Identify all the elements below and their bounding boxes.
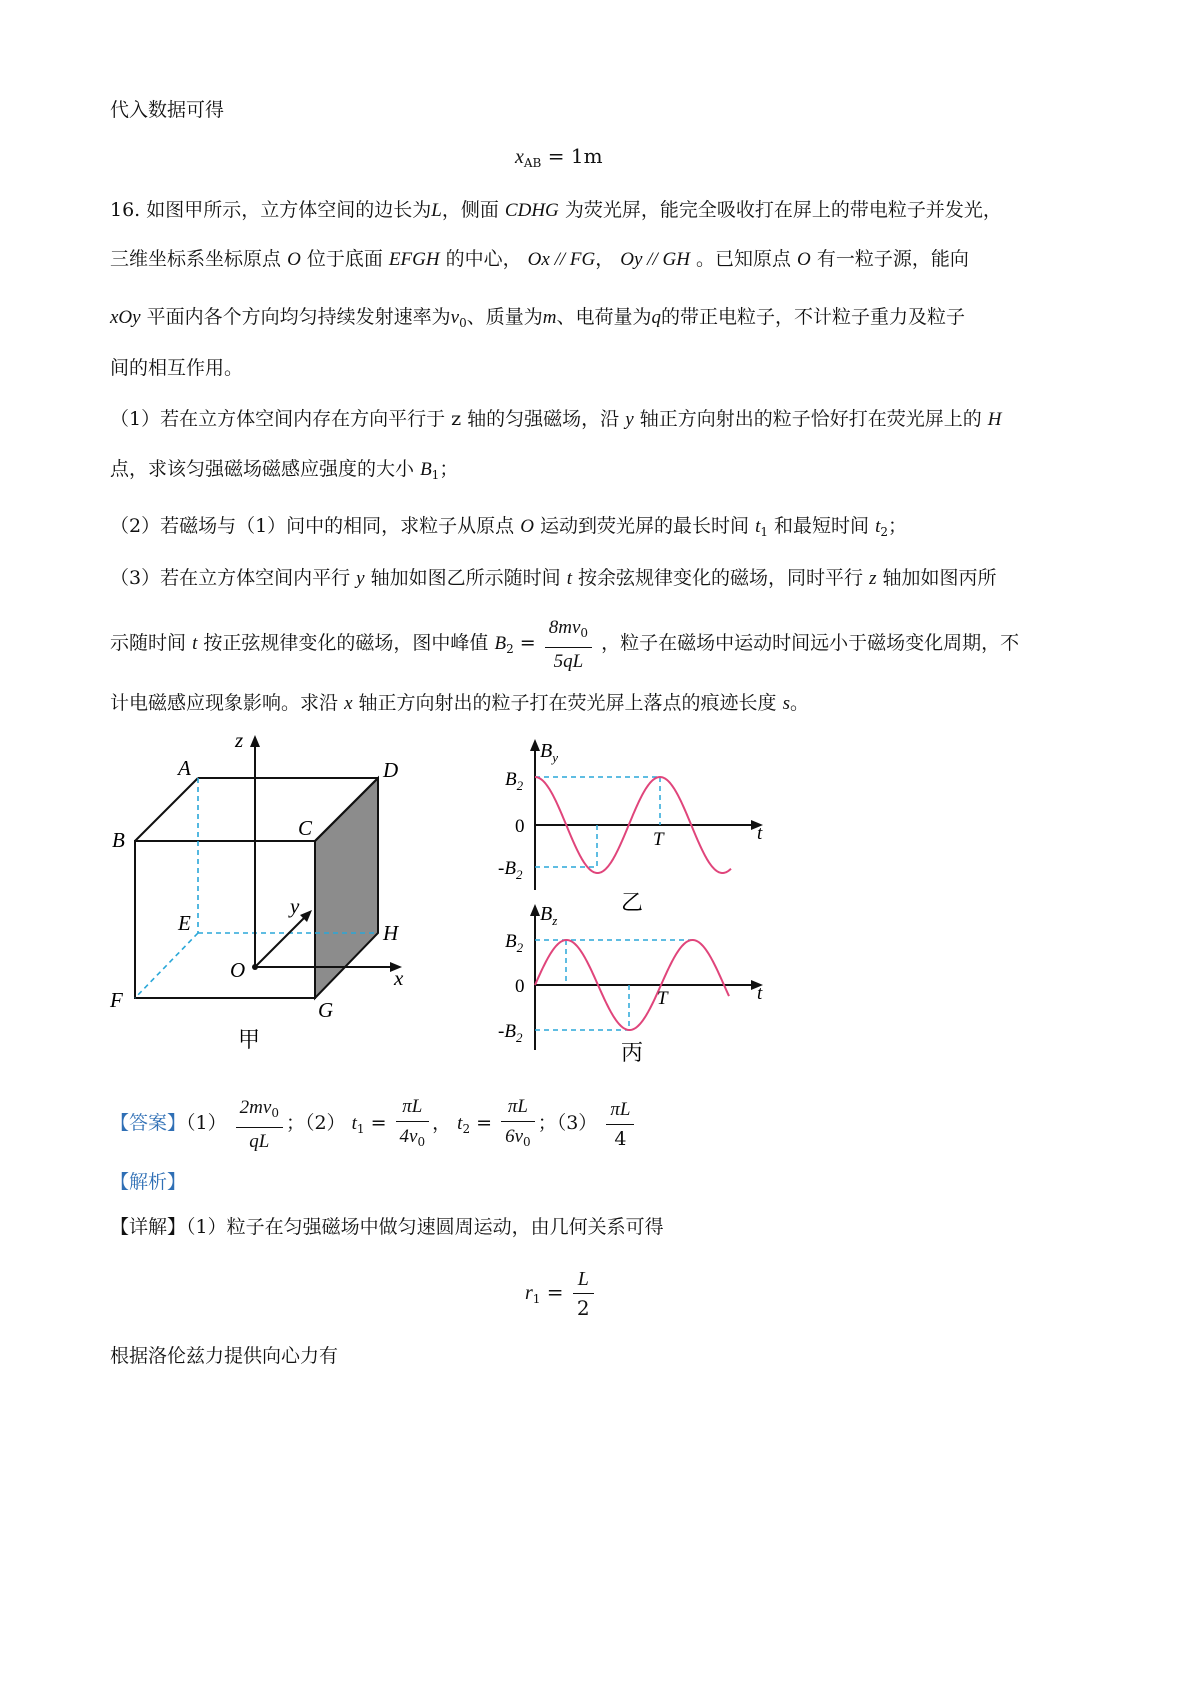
lead-text: 代入数据可得 (110, 99, 225, 121)
math-s: s (782, 693, 791, 714)
origin-point (252, 964, 258, 970)
math-sub: 0 (417, 1134, 426, 1149)
by-axis-label (540, 740, 558, 765)
text-span: 轴加如图丙所 (882, 567, 997, 589)
math-v: v (450, 307, 460, 328)
text-span: 、质量为 (466, 306, 543, 328)
question-3-line-2 (110, 613, 1100, 679)
bz-period-label: T (657, 988, 668, 1009)
math-t: t (875, 516, 881, 537)
math-sub: 2 (506, 642, 514, 656)
axis-label-main: B (540, 903, 553, 925)
text-span: 有一粒子源，能向 (816, 248, 969, 270)
math-t: t (457, 1113, 463, 1134)
text-span: 轴正方向射出的粒子恰好打在荧光屏上的 (639, 408, 982, 430)
text-span: 按正弦规律变化的磁场，图中峰值 (203, 632, 489, 654)
equation-xab (515, 144, 603, 170)
text-span: 、电荷量为 (556, 306, 652, 328)
text-span: 三维坐标系坐标原点 (110, 248, 282, 270)
answer-3-fraction (501, 1095, 535, 1154)
neg-main: -B (498, 1021, 516, 1042)
problem-line-3 (110, 303, 1100, 337)
bz-axis-label (540, 903, 557, 928)
question-1-line-1 (110, 405, 1100, 434)
eq-xab-sub: AB (523, 156, 542, 170)
question-3-line-1 (110, 564, 1100, 593)
math-t: t (351, 1113, 357, 1134)
text-span: （2）若磁场与（1）问中的相同，求粒子从原点 (110, 515, 515, 537)
y-axis (255, 916, 306, 967)
analysis-tag: 【解析】 (110, 1171, 187, 1193)
label-G: G (318, 998, 334, 1022)
fraction-numerator (236, 1095, 283, 1128)
figure-by-cosine (495, 735, 785, 915)
question-1-line-2 (110, 455, 1100, 489)
fraction-numerator: πL (606, 1098, 634, 1125)
math-oy-parallel: Oy // GH (620, 249, 690, 270)
math-sub: 1 (356, 1122, 365, 1136)
label-C: C (298, 816, 313, 840)
math-EFGH: EFGH (388, 249, 440, 270)
bz-trough-label (498, 1021, 523, 1045)
label-y: y (290, 894, 300, 918)
math-r: r (525, 1282, 533, 1304)
math-ox-parallel: Ox // FG (527, 249, 596, 270)
problem-line-1 (110, 196, 1100, 225)
text-span: 为荧光屏，能完全吸收打在屏上的带电粒子并发光， (564, 199, 1002, 221)
text-span: 。 (790, 692, 810, 714)
by-t-label: t (757, 823, 763, 844)
bz-y-axis-arrow-icon (530, 904, 540, 916)
math-sub: 0 (523, 1134, 531, 1149)
label-H: H (383, 921, 399, 945)
figure-bz-sine (495, 900, 785, 1070)
caption-jia: 甲 (238, 1027, 261, 1052)
math-z: z (869, 568, 877, 589)
text-span: 示随时间 (110, 632, 187, 654)
math-sub: 2 (880, 525, 889, 539)
answer-2-fraction (396, 1095, 430, 1154)
question-3-line-3 (110, 689, 1100, 718)
tail-text: 根据洛伦兹力提供向心力有 (110, 1345, 339, 1367)
text-span: 的中心， (445, 248, 522, 270)
bz-zero-label: 0 (515, 976, 525, 997)
fraction-numerator: πL (396, 1095, 430, 1122)
math-sub: 0 (271, 1105, 279, 1120)
peak-main: B (505, 769, 517, 790)
question-2 (110, 512, 1100, 546)
math-O: O (797, 249, 811, 270)
text-span: 计电磁感应现象影响。求沿 (110, 692, 339, 714)
text-span: （1）若在立方体空间内存在方向平行于 z 轴的匀强磁场，沿 (110, 408, 620, 430)
label-D: D (383, 758, 399, 782)
fraction-r1 (573, 1267, 594, 1320)
eq-xab-rhs: = 1m (547, 144, 603, 168)
caption-bing: 丙 (621, 1040, 644, 1065)
by-y-axis-arrow-icon (530, 739, 540, 751)
math-sub: 0 (580, 625, 589, 640)
text-span: （1）粒子在匀强磁场中做匀速圆周运动，由几何关系可得 (186, 1216, 664, 1238)
label-z: z (235, 728, 244, 752)
fraction-numerator (545, 615, 592, 648)
fraction-denominator (501, 1122, 535, 1154)
math-equals: = (370, 1112, 387, 1134)
text-span: （3）若在立方体空间内平行 (110, 567, 351, 589)
z-axis-arrow-icon (250, 735, 260, 747)
text-span: ；（2） (285, 1112, 346, 1134)
text-span: 按余弦规律变化的磁场，同时平行 (578, 567, 864, 589)
neg-main: -B (498, 858, 516, 879)
text-span: 。已知原点 (695, 248, 791, 270)
math-sub: 1 (532, 1292, 541, 1306)
axis-label-main: B (540, 740, 553, 762)
cube-front-face (135, 841, 315, 998)
math-H: H (987, 409, 1002, 430)
text-span: ， (595, 248, 615, 270)
text-span: 运动到荧光屏的最长时间 (540, 515, 750, 537)
math-B: B (420, 459, 432, 480)
fraction-denominator: 5qL (553, 650, 584, 672)
detail-tag: 【详解】 (110, 1216, 187, 1238)
answer-tag: 【答案】 (110, 1112, 187, 1134)
bz-peak-label (505, 931, 524, 955)
math-O: O (287, 249, 301, 270)
axis-label-sub: y (552, 750, 558, 765)
answer-4-fraction (606, 1098, 634, 1151)
math-xoy: xOy (110, 307, 141, 328)
math-6v: 6v (505, 1125, 524, 1147)
label-E: E (178, 911, 191, 935)
math-y: y (625, 409, 634, 430)
math-y: y (356, 568, 365, 589)
math-q: q (651, 307, 661, 328)
text-span: ； (439, 458, 459, 480)
by-peak-label (505, 769, 524, 793)
math-sub: 2 (462, 1122, 471, 1136)
math-L: L (431, 200, 442, 221)
math-equals: = (476, 1112, 493, 1134)
problem-number: 16. (110, 199, 141, 221)
fraction-denominator: 2 (576, 1296, 590, 1320)
fraction-b2 (545, 615, 592, 674)
math-t: t (566, 568, 572, 589)
math-2mv: 2mv (239, 1096, 272, 1118)
fraction-denominator (396, 1122, 430, 1154)
fraction-numerator: L (573, 1267, 594, 1294)
math-t: t (192, 633, 198, 654)
text-span: （1） (186, 1112, 227, 1134)
math-sub: 1 (431, 468, 440, 482)
by-period-label: T (653, 829, 664, 850)
caption-yi: 乙 (621, 890, 644, 915)
math-sub: 1 (760, 525, 768, 539)
fraction-denominator: 4 (614, 1127, 627, 1150)
math-O: O (520, 516, 534, 537)
by-trough-label (498, 858, 523, 882)
label-F: F (110, 988, 123, 1012)
math-CDHG: CDHG (504, 200, 559, 221)
math-4v: 4v (399, 1125, 418, 1147)
axis-label-sub: z (552, 913, 558, 928)
text-span: 轴加如图乙所示随时间 (370, 567, 561, 589)
label-O: O (230, 958, 246, 982)
math-x: x (344, 693, 353, 714)
text-span: ，侧面 (441, 199, 499, 221)
text-span: 如图甲所示，立方体空间的边长为 (146, 199, 432, 221)
fraction-denominator: qL (249, 1130, 270, 1152)
label-A: A (178, 756, 191, 780)
math-equals: = (546, 1280, 564, 1304)
text-span: ；（3） (537, 1112, 598, 1134)
text-span: 点，求该匀强磁场磁感应强度的大小 (110, 458, 415, 480)
math-equals: = (519, 632, 536, 654)
eq-xab-lhs: x (515, 146, 524, 168)
fraction-numerator: πL (501, 1095, 535, 1122)
equation-r1 (525, 1262, 597, 1329)
label-B: B (112, 828, 125, 852)
math-B: B (494, 633, 507, 654)
text-span: ； (888, 515, 908, 537)
text-span: 和最短时间 (774, 515, 870, 537)
math-8mv: 8mv (548, 616, 581, 638)
text-span: 位于底面 (306, 248, 383, 270)
text-span: 轴正方向射出的粒子打在荧光屏上落点的痕迹长度 (358, 692, 777, 714)
label-x: x (394, 966, 404, 990)
by-zero-label: 0 (515, 816, 525, 837)
problem-line-4: 间的相互作用。 (110, 357, 244, 379)
text-span: 的带正电粒子，不计粒子重力及粒子 (661, 306, 966, 328)
fluorescent-screen (315, 778, 378, 998)
cube-edge-BA (135, 778, 198, 841)
text-span: ，粒子在磁场中运动时间远小于磁场变化周期，不 (601, 632, 1020, 654)
answer-line (110, 1093, 1100, 1159)
problem-line-2 (110, 245, 1100, 274)
answer-1-fraction (236, 1095, 283, 1154)
figure-cube (100, 725, 430, 1055)
text-span: ， (432, 1112, 452, 1134)
text-span: 平面内各个方向均匀持续发射速率为 (146, 306, 451, 328)
cube-hidden-edge-EF (135, 933, 198, 998)
bz-t-label: t (757, 983, 763, 1004)
peak-main: B (505, 931, 517, 952)
math-t: t (755, 516, 761, 537)
peak-sub: 2 (516, 940, 524, 955)
neg-sub: 2 (515, 1030, 523, 1045)
neg-sub: 2 (515, 867, 523, 882)
math-m: m (542, 307, 557, 328)
detail-line (110, 1213, 1100, 1241)
peak-sub: 2 (516, 778, 524, 793)
math-sub: 0 (459, 316, 467, 330)
